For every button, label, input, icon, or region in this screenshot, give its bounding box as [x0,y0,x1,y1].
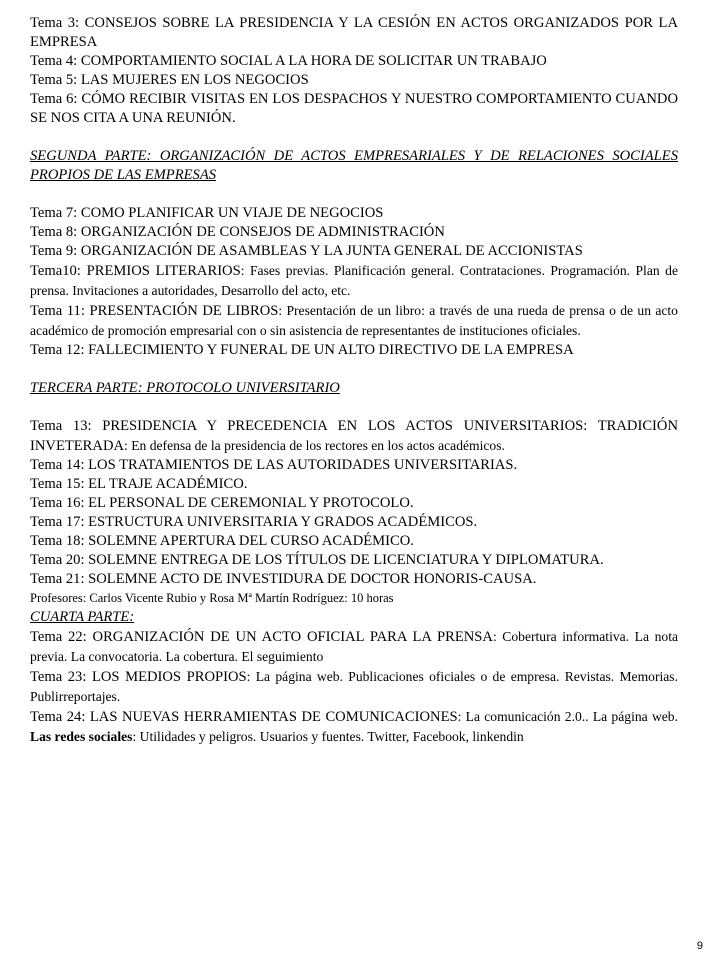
topic-5: Tema 5: LAS MUJERES EN LOS NEGOCIOS [30,72,309,88]
topic-18: Tema 18: SOLEMNE APERTURA DEL CURSO ACADÉMICO. [30,533,414,549]
topic-13-title: Tema 13: PRESIDENCIA Y PRECEDENCIA EN LOS ACTOS UNIVERSITARIOS: TRADICIÓN INVETERADA [30,418,678,454]
topic-13 [30,417,678,456]
topic-23-title: Tema 23: LOS MEDIOS PROPIOS [30,669,247,685]
topic-6: Tema 6: CÓMO RECIBIR VISITAS EN LOS DESPACHOS Y NUESTRO COMPORTAMIENTO CUANDO SE NOS CITA A UNA REUNIÓN. [30,91,678,126]
topic-10-title: Tema10: PREMIOS LITERARIOS [30,263,241,279]
page-number: 9 [696,940,703,952]
spacer [30,185,678,204]
topic-24-description-start: : La comunicación 2.0.. La página web. [457,709,678,724]
topic-24-bold-term: Las redes sociales [30,729,133,744]
topic-24-description-end: : Utilidades y peligros. Usuarios y fuentes. Twitter, Facebook, linkendin [132,729,524,744]
topic-3: Tema 3: CONSEJOS SOBRE LA PRESIDENCIA Y LA CESIÓN EN ACTOS ORGANIZADOS POR LA EMPRESA [30,15,678,50]
topic-13-description: : En defensa de la presidencia de los rectores en los actos académicos. [124,438,505,453]
topic-7: Tema 7: COMO PLANIFICAR UN VIAJE DE NEGOCIOS [30,205,384,221]
section-heading-part-2: SEGUNDA PARTE: ORGANIZACIÓN DE ACTOS EMPRESARIALES Y DE RELACIONES SOCIALES PROPIOS DE LAS EMPRESAS [30,148,678,183]
topic-24-title: Tema 24: LAS NUEVAS HERRAMIENTAS DE COMUNICACIONES [30,709,458,725]
topic-23-description: : La página web. Publicaciones oficiales o de empresa. Revistas. Memorias. Publirreportajes. [30,669,678,704]
topic-21: Tema 21: SOLEMNE ACTO DE INVESTIDURA DE DOCTOR HONORIS-CAUSA. [30,571,537,587]
topic-9: Tema 9: ORGANIZACIÓN DE ASAMBLEAS Y LA JUNTA GENERAL DE ACCIONISTAS [30,243,583,259]
topic-10 [30,261,678,301]
section-heading-part-4: CUARTA PARTE: [30,609,135,625]
topic-15: Tema 15: EL TRAJE ACADÉMICO. [30,476,248,492]
topic-24 [30,707,678,747]
professors-note: Profesores: Carlos Vicente Rubio y Rosa Mª Martín Rodríguez: 10 horas [30,591,394,605]
topic-4: Tema 4: COMPORTAMIENTO SOCIAL A LA HORA DE SOLICITAR UN TRABAJO [30,53,547,69]
topic-17: Tema 17: ESTRUCTURA UNIVERSITARIA Y GRADOS ACADÉMICOS. [30,514,478,530]
section-heading-part-3: TERCERA PARTE: PROTOCOLO UNIVERSITARIO [30,380,340,396]
topic-16: Tema 16: EL PERSONAL DE CEREMONIAL Y PROTOCOLO. [30,495,414,511]
topic-14: Tema 14: LOS TRATAMIENTOS DE LAS AUTORIDADES UNIVERSITARIAS. [30,457,518,473]
topic-11-title: Tema 11: PRESENTACIÓN DE LIBROS [30,303,279,319]
topic-12: Tema 12: FALLECIMIENTO Y FUNERAL DE UN ALTO DIRECTIVO DE LA EMPRESA [30,342,574,358]
topic-10-description: : Fases previas. Planificación general. Contrataciones. Programación. Plan de prensa. Invitaciones a autoridades, Desarrollo del acto, etc. [30,263,678,298]
topic-23 [30,667,678,707]
topic-11-description: : Presentación de un libro: a través de una rueda de prensa o de un acto académico de promoción empresarial con o sin asistencia de representantes de instituciones oficiales. [30,303,678,338]
spacer [30,398,678,417]
topic-22-description: : Cobertura informativa. La nota previa. La convocatoria. La cobertura. El seguimiento [30,629,679,664]
topic-11 [30,301,678,341]
spacer [30,360,678,379]
topic-22-title: Tema 22: ORGANIZACIÓN DE UN ACTO OFICIAL PARA LA PRENSA [30,629,493,645]
topic-22 [30,627,678,667]
topic-8: Tema 8: ORGANIZACIÓN DE CONSEJOS DE ADMINISTRACIÓN [30,224,445,240]
document-page [30,14,678,747]
topic-20: Tema 20: SOLEMNE ENTREGA DE LOS TÍTULOS DE LICENCIATURA Y DIPLOMATURA. [30,552,604,568]
spacer [30,128,678,147]
